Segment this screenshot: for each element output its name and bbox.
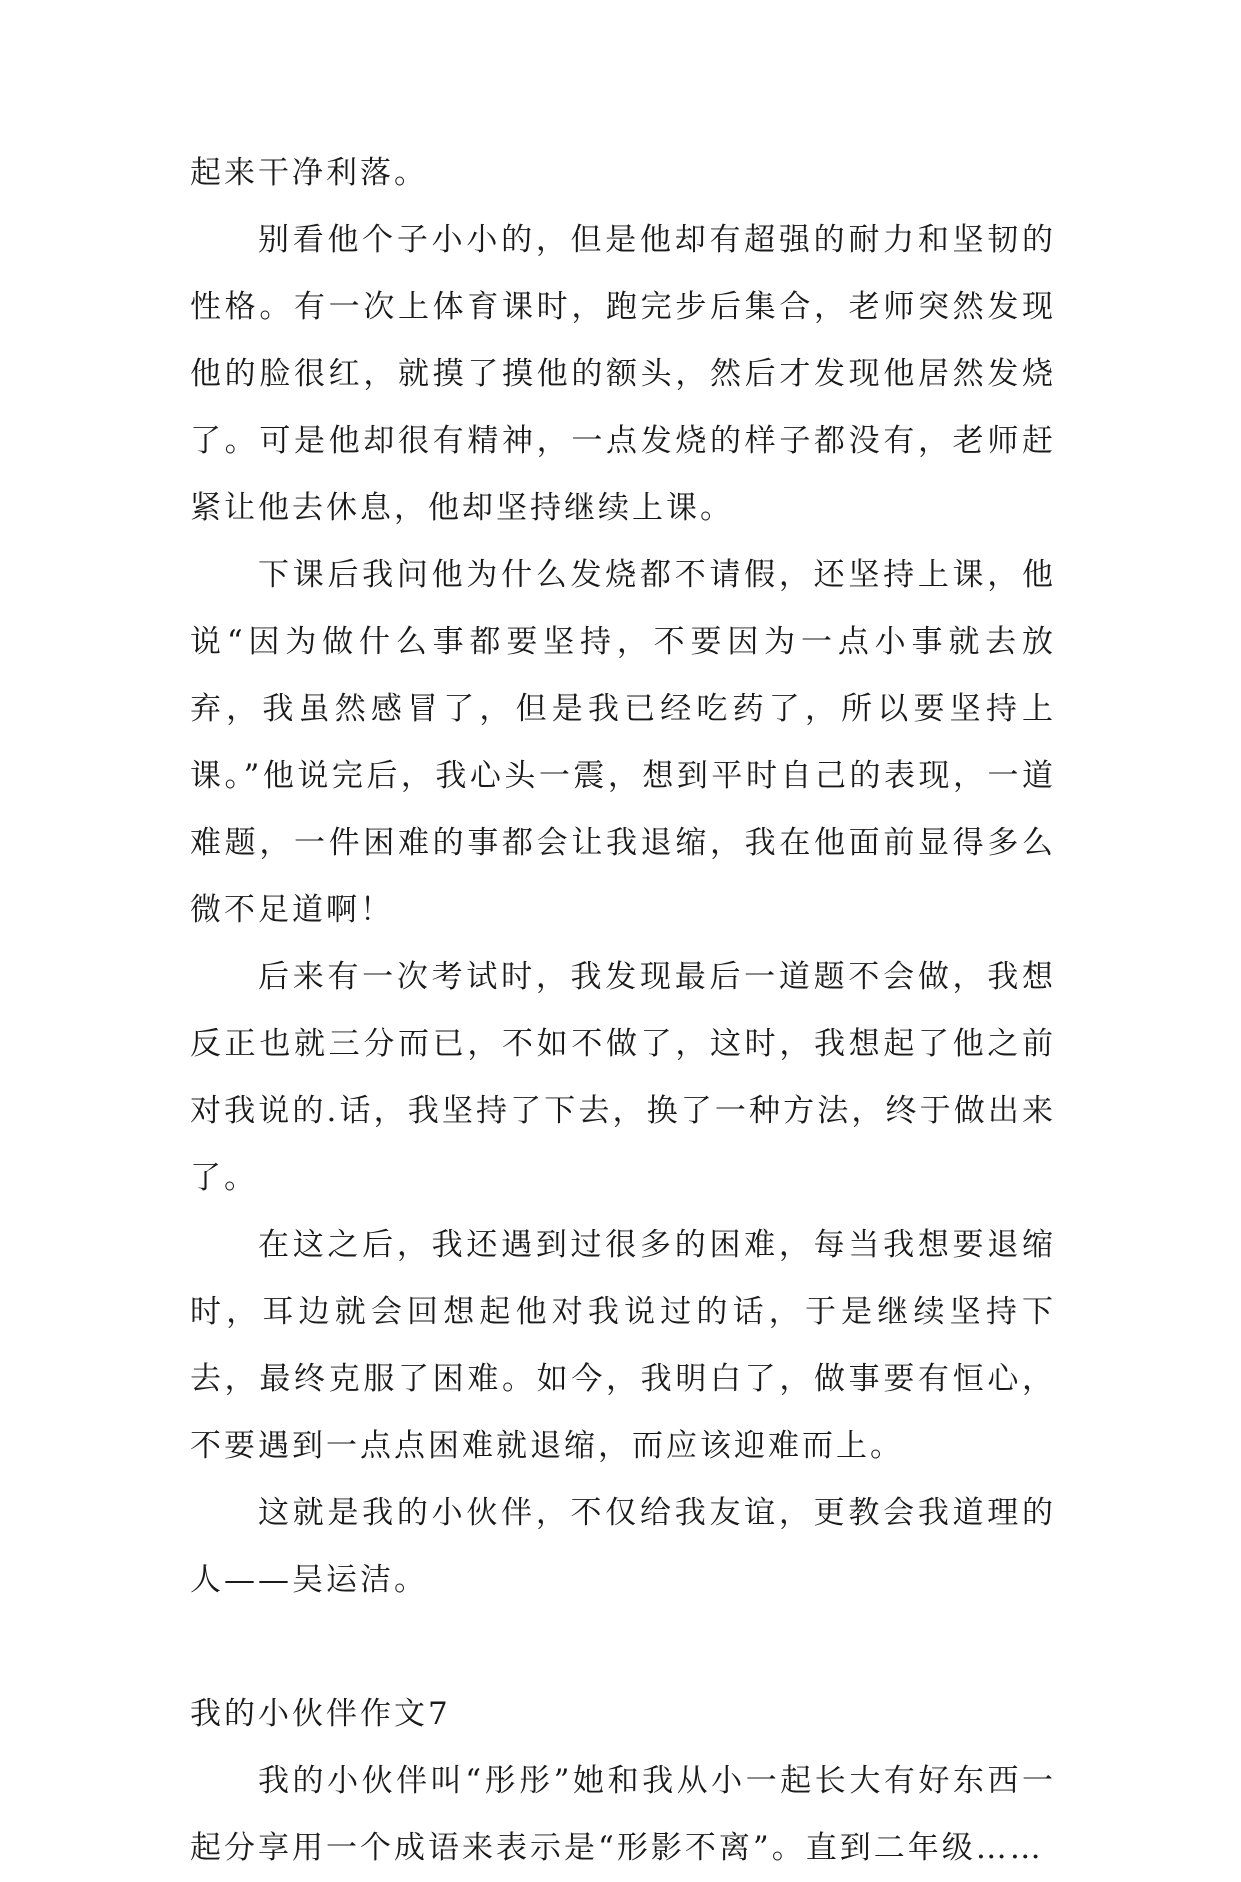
- paragraph-6: 这就是我的小伙伴，不仅给我友谊，更教会我道理的人——吴运洁。: [190, 1495, 1056, 1598]
- section-paragraph-1: 我的小伙伴叫“彤彤”她和我从小一起长大有好东西一起分享用一个成语来表示是“形影不离”。直到二年级……: [190, 1763, 1056, 1866]
- paragraph-4: 后来有一次考试时，我发现最后一道题不会做，我想反正也就三分而已，不如不做了，这时，我想起了他之前对我说的.话，我坚持了下去，换了一种方法，终于做出来了。: [190, 959, 1056, 1196]
- paragraph-5: 在这之后，我还遇到过很多的困难，每当我想要退缩时，耳边就会回想起他对我说过的话，于是继续坚持下去，最终克服了困难。如今，我明白了，做事要有恒心，不要遇到一点点困难就退缩，而应该迎难而上。: [190, 1227, 1056, 1464]
- section-title: 我的小伙伴作文7: [190, 1696, 451, 1732]
- paragraph-1: 起来干净利落。: [190, 155, 428, 191]
- document-page: [190, 140, 1056, 1882]
- paragraph-2: 别看他个子小小的，但是他却有超强的耐力和坚韧的性格。有一次上体育课时，跑完步后集合，老师突然发现他的脸很红，就摸了摸他的额头，然后才发现他居然发烧了。可是他却很有精神，一点发烧的样子都没有，老师赶紧让他去休息，他却坚持继续上课。: [190, 222, 1056, 526]
- paragraph-3: 下课后我问他为什么发烧都不请假，还坚持上课，他说“因为做什么事都要坚持，不要因为一点小事就去放弃，我虽然感冒了，但是我已经吃药了，所以要坚持上课。”他说完后，我心头一震，想到平时自己的表现，一道难题，一件困难的事都会让我退缩，我在他面前显得多么微不足道啊！: [190, 557, 1056, 928]
